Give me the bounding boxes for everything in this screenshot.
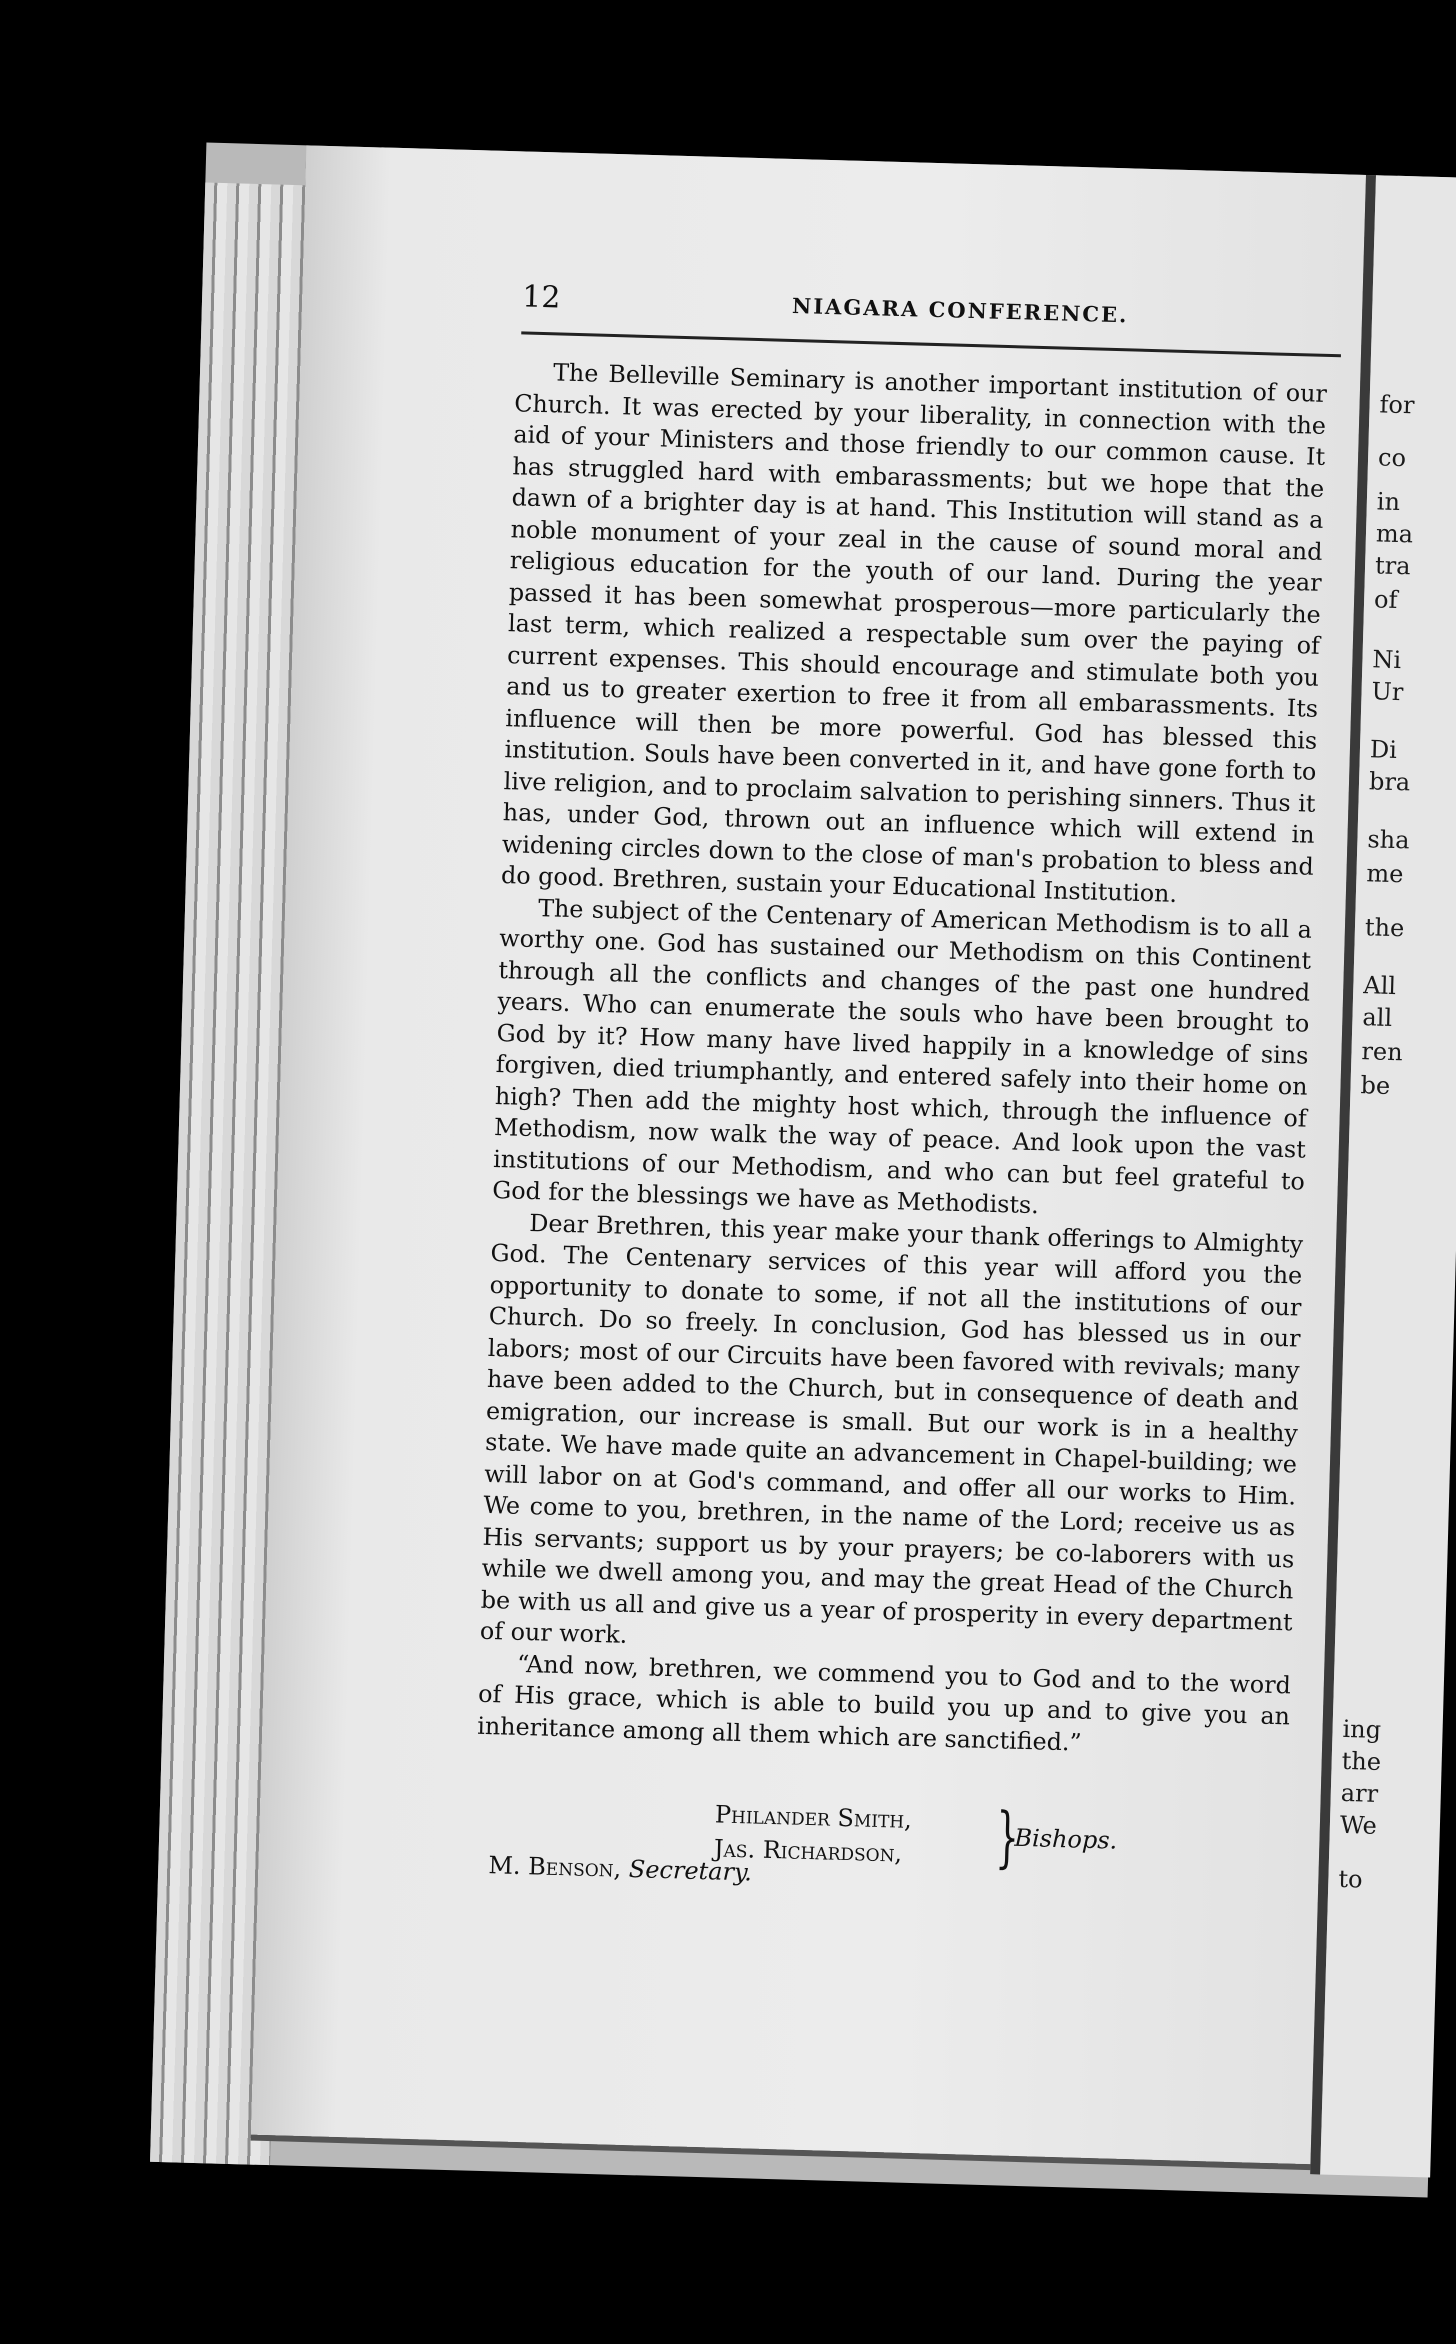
adjacent-page-fragment: We [1339,1810,1378,1840]
adjacent-page-fragment: in [1376,487,1401,517]
adjacent-page-fragment: be [1360,1071,1391,1100]
page-header [522,279,1363,342]
page-number: 12 [521,279,561,316]
secretary-role: Secretary. [628,1855,753,1887]
bishops-signature [713,1797,1275,1876]
secretary-name: M. Benson, [488,1851,622,1883]
bishop-name-1: Philander Smith, [714,1800,913,1834]
adjacent-page-fragment: to [1338,1864,1363,1894]
paragraph-centenary: The subject of the Centenary of American Methodism is to all a worthy one. God has sustained our Methodism on this Continent through all the conflicts and changes of the past one hundred years. Who can enumerate the souls who have been brought to God by it? How many have lived happily in a knowledge of sins forgiven, died triumphantly, and entered safely into their home on high? Then add the mighty host which, through the influence of Methodism, now walk the way of peace. And look upon the vast institutions of our Methodism, and who can but feel grateful to God for the blessings we have as Methodists. [491,893,1313,1220]
adjacent-page-fragment: ma [1375,519,1414,549]
adjacent-page-fragment: the [1341,1746,1382,1776]
adjacent-page-fragment: of [1373,585,1398,614]
body-text [477,356,1327,1764]
running-head: NIAGARA CONFERENCE. [791,292,1129,328]
bishop-name-2: Jas. Richardson, [713,1834,903,1868]
brace-icon: } [994,1798,1021,1876]
paragraph-seminary: The Belleville Seminary is another important institution of our Church. It was erected by your liberality, in connection with the aid of your Ministers and those friendly to our common cause. It has struggled hard with embarassments; but we hope that the dawn of a brighter day is at hand. This Institution will stand as a noble monument of your zeal in the cause of sound moral and religious education for the youth of our land. During the year passed it has been somewhat prosperous—more particularly the last term, which realized a respectable sum over the paying of current expenses. This should encourage and stimulate both you and us to greater exertion to free it from all embarassments. Its influence will then be more powerful. God has blessed this institution. Souls have been converted in it, and have gone forth to live religion, and to proclaim salvation to perishing sinners. Thus it has, under God, thrown out an influence which will extend in widening circles down to the close of man's probation to bless and do good. Brethren, sustain your Educational Institution. [500,358,1328,908]
adjacent-page-fragment: Di [1369,735,1398,765]
book-scan [150,143,1456,2198]
adjacent-page-fragment: Ur [1371,677,1404,707]
adjacent-page-fragment: All [1362,971,1397,1001]
adjacent-page-fragment: sha [1367,825,1410,855]
adjacent-page-fragment: for [1379,390,1415,420]
paragraph-benediction: “And now, brethren, we commend you to God and to the word of His grace, which is able to build you up and to give you an inheritance among all them which are sanctified.” [476,1649,1292,1757]
adjacent-page-fragment: Ni [1372,645,1402,675]
secretary-signature [488,1851,752,1886]
bishops-role: Bishops. [1014,1823,1118,1855]
paragraph-dear-brethren: Dear Brethren, this year make your thank offerings to Almighty God. The Centenary services of this year will afford you the opportunity to donate to some, if not all the institutions of our Church. Do so freely. In conclusion, God has blessed us in our labors; most of our Circuits have been favored with revivals; many have been added to the Church, but in consequence of death and emigration, our increase is small. But our work is in a healthy state. We have made quite an advancement in Chapel-building; we will labor on at God's command, and offer all our works to Him. We come to you, brethren, in the name of the Lord; receive us as His servants; support us by your prayers; be co-laborers with us while we dwell among you, and may the great Head of the Church be with us all and give us a year of prosperity in every department of our work. [479,1208,1304,1649]
adjacent-page-fragment: co [1377,443,1407,473]
adjacent-page-fragment: tra [1374,551,1411,581]
adjacent-page-fragment: bra [1368,767,1411,797]
adjacent-page-fragment: me [1366,859,1404,889]
adjacent-page-fragment: all [1362,1003,1393,1032]
adjacent-page-fragment: ren [1361,1037,1404,1067]
book-page [251,145,1366,2164]
adjacent-page-fragment: ing [1342,1714,1382,1744]
adjacent-page-fragment: arr [1340,1778,1379,1808]
adjacent-page-fragment: the [1364,913,1405,943]
